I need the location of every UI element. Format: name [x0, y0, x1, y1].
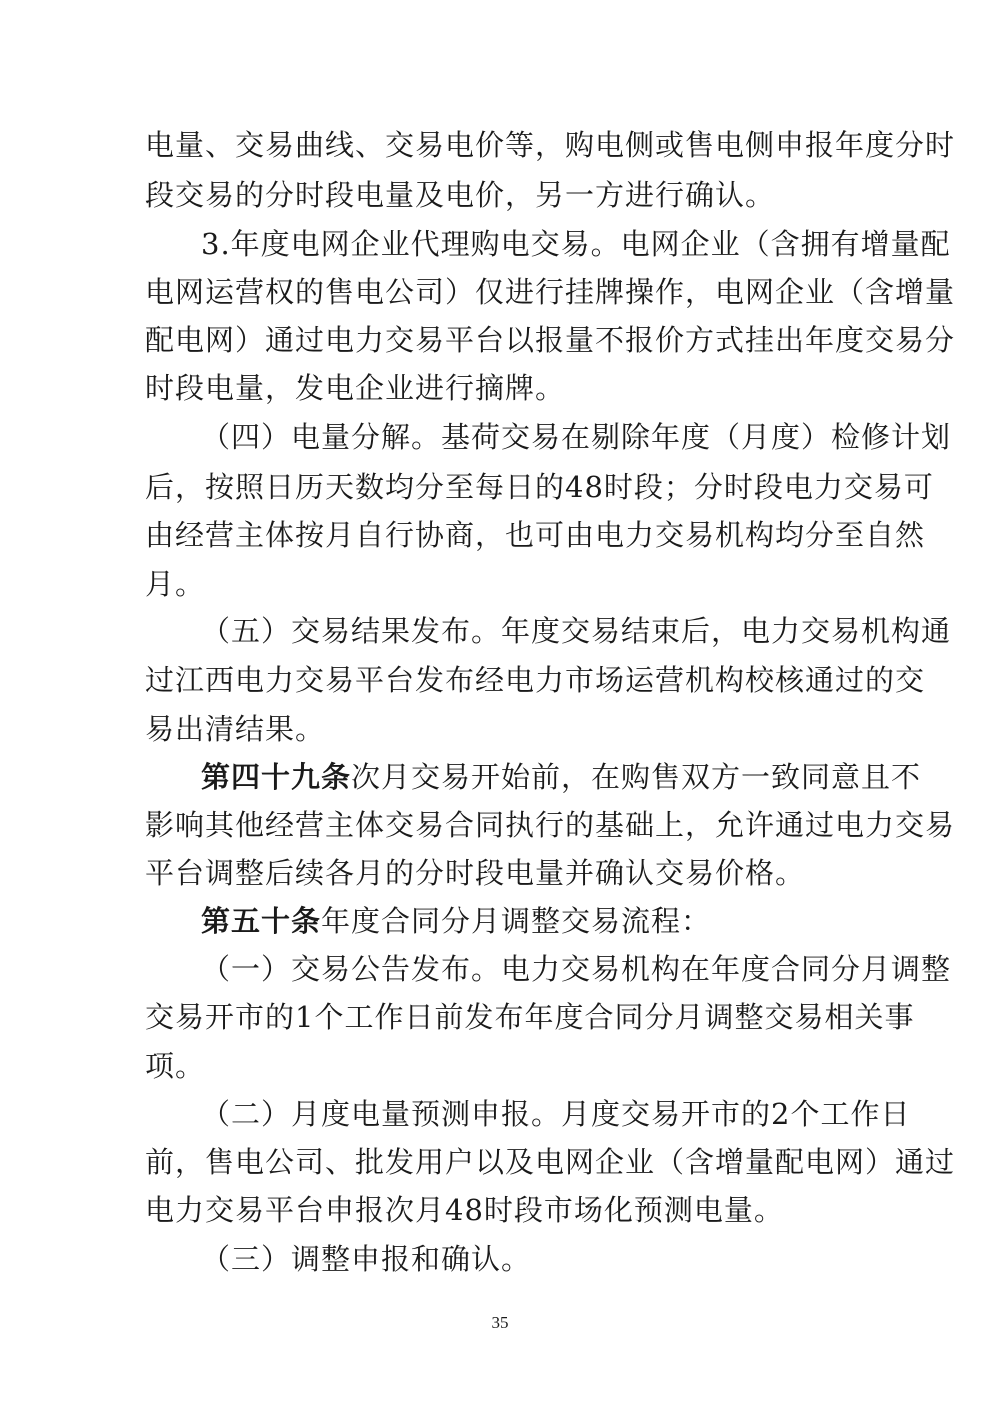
text-line: 电网运营权的售电公司）仅进行挂牌操作，电网企业（含增量 [145, 275, 956, 309]
page-number: 35 [491, 1313, 509, 1332]
text-line: 后，按照日历天数均分至每日的48时段；分时段电力交易可 [145, 470, 934, 504]
text-line: （二）月度电量预测申报。月度交易开市的2个工作日 [201, 1097, 911, 1131]
article-heading: 第四十九条 [201, 760, 352, 794]
text-line: 配电网）通过电力交易平台以报量不报价方式挂出年度交易分 [145, 323, 956, 357]
text-line: 时段电量，发电企业进行摘牌。 [145, 371, 566, 405]
text-line: 易出清结果。 [145, 712, 326, 746]
text-line: 项。 [145, 1049, 206, 1083]
text-line: 电力交易平台申报次月48时段市场化预测电量。 [145, 1193, 784, 1227]
article-text: 次月交易开始前，在购售双方一致同意且不 [351, 760, 922, 794]
text-line: 前，售电公司、批发用户以及电网企业（含增量配电网）通过 [145, 1145, 956, 1179]
text-line: （一）交易公告发布。电力交易机构在年度合同分月调整 [201, 952, 952, 986]
article-text: 年度合同分月调整交易流程： [321, 904, 712, 938]
text-line: 平台调整后续各月的分时段电量并确认交易价格。 [145, 856, 806, 890]
text-line: 3.年度电网企业代理购电交易。电网企业（含拥有增量配 [201, 227, 951, 261]
text-line: （三）调整申报和确认。 [201, 1242, 532, 1276]
text-line: 段交易的分时段电量及电价，另一方进行确认。 [145, 178, 776, 212]
article-heading: 第五十条 [201, 904, 322, 938]
article-49-line [201, 755, 921, 799]
article-50-line [201, 899, 711, 943]
text-line: 影响其他经营主体交易合同执行的基础上，允许通过电力交易 [145, 808, 956, 842]
text-line: 电量、交易曲线、交易电价等，购电侧或售电侧申报年度分时 [145, 128, 956, 162]
text-line: （四）电量分解。基荷交易在剔除年度（月度）检修计划 [201, 420, 952, 454]
text-line: 交易开市的1个工作日前发布年度合同分月调整交易相关事 [145, 1000, 915, 1034]
text-line: 月。 [145, 567, 206, 601]
text-line: 过江西电力交易平台发布经电力市场运营机构校核通过的交 [145, 663, 926, 697]
text-line: 由经营主体按月自行协商，也可由电力交易机构均分至自然 [145, 518, 926, 552]
text-line: （五）交易结果发布。年度交易结束后，电力交易机构通 [201, 614, 952, 648]
